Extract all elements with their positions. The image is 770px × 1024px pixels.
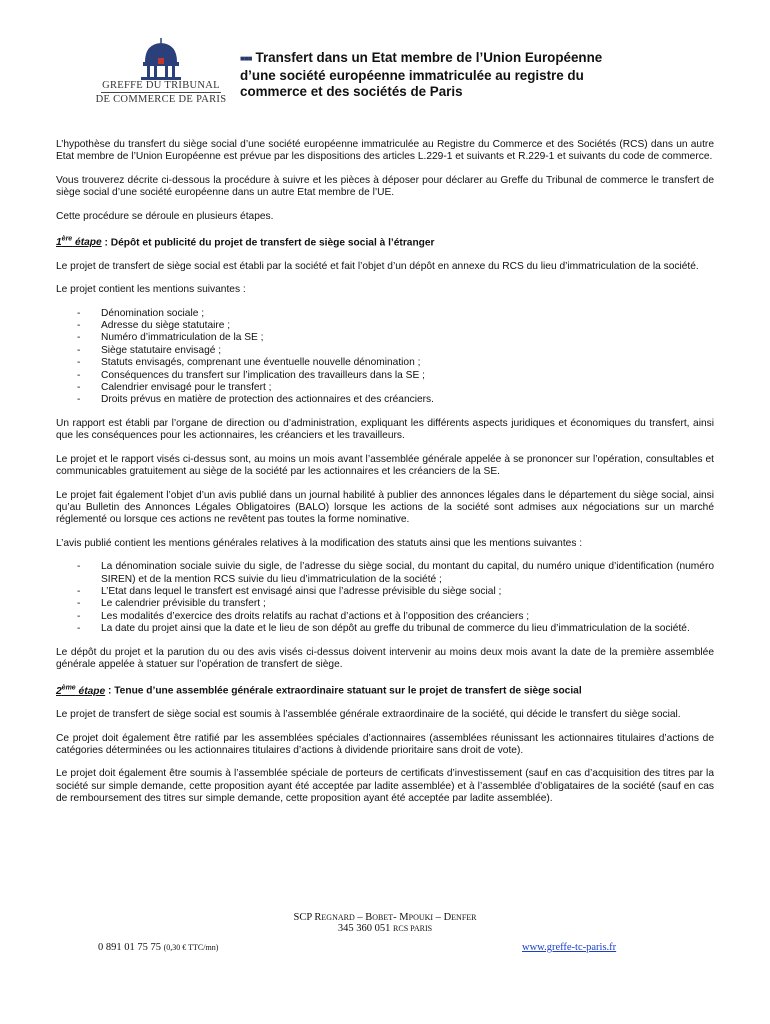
intro-paragraph-3: Cette procédure se déroule en plusieurs étapes. [56,210,274,222]
document-body [56,139,714,817]
list-item: - Dénomination sociale ; [56,308,714,320]
notice-mentions-list [56,561,714,635]
list-item: - La date du projet ainsi que la date et le lieu de son dépôt au greffe du tribunal de commerce du lieu d’immatriculation de la société. [56,623,714,635]
step-1-paragraph-7: Le dépôt du projet et la parution du ou des avis visés ci-dessus doivent intervenir au moins deux mois avant la date de la première assemblée générale appelée à statuer sur l’opération de transfert de siège. [56,646,714,670]
list-item: - Les modalités d’exercice des droits relatifs au rachat d’actions et à l’opposition des créanciers ; [56,611,714,623]
step-1-word: étape [75,237,102,249]
firm-part: – B [354,912,373,923]
step-1-title: : Dépôt et publicité du projet de transfert de siège social à l’étranger [101,237,435,249]
step-2-paragraph-1: Le projet de transfert de siège social est soumis à l’assemblée générale extraordinaire de la société, qui décide le transfert du siège social. [56,709,681,721]
step-1-heading [56,234,714,250]
firm-part: POUKI [408,913,434,922]
list-item: - Numéro d’immatriculation de la SE ; [56,332,714,344]
project-mentions-list [56,308,714,407]
step-2-ordinal: ème [61,684,76,692]
firm-part: ENFER [451,913,477,922]
firm-part: - M [393,912,409,923]
step-1-paragraph-3: Un rapport est établi par l’organe de direction ou d’administration, expliquant les différents aspects juridiques et économiques du transfert, ainsi que les conséquences pour les actionnaires, les créanciers et les travailleurs. [56,417,714,442]
phone-price-note: (0,30 € TTC/mn) [163,943,219,952]
rcs-label: RCS PARIS [393,924,433,933]
greffe-logo [92,36,230,106]
step-2-paragraph-3: Le projet doit également être soumis à l’assemblée spéciale de porteurs de certificats d’investissement (sauf en cas d’acquisition des titres par la société sur simple demande, cette proposition ayant été acceptée par ladite assemblée) et à l’assemblée d’obligataires de la société (sauf en cas de remboursement des titres sur simple demande, cette proposition ayant été acceptée par ladite assemblée). [56,768,714,805]
logo-org-name [92,80,230,105]
step-2-paragraph-2: Ce projet doit également être ratifié par les assemblées spéciales d’actionnaires (assemblées réunissant les actionnaires titulaires d’actions de catégories déterminées ou les actionnaires titulaires d’actions à dividende prioritaire sans droit de vote). [56,732,714,756]
page-footer [0,912,770,953]
rcs-registration [0,923,770,934]
logo-line-2: DE COMMERCE DE PARIS [95,94,227,105]
list-item: - Conséquences du transfert sur l’implication des travailleurs dans la SE ; [56,370,714,382]
page-title [240,50,660,101]
intro-paragraph-2: Vous trouverez décrite ci-dessous la procédure à suivre et les pièces à déposer pour déclarer au Greffe du Tribunal de commerce le transfert de siège social d’une société européenne dans un autre Etat membre de l’UE. [56,174,714,199]
phone-value: 0 891 01 75 75 [98,942,161,953]
step-1-paragraph-1: Le projet de transfert de siège social est établi par la société et fait l’objet d’un dépôt en annexe du RCS du lieu d’immatriculation de la société. [56,260,699,272]
logo-line-1: GREFFE DU TRIBUNAL [102,80,220,91]
step-1-ordinal: ère [61,236,73,244]
list-item: - Droits prévus en matière de protection des actionnaires et des créanciers. [56,394,714,406]
list-item: - L’Etat dans lequel le transfert est envisagé ainsi que l’adresse prévisible du siège social ; [56,586,714,598]
step-1-paragraph-4: Le projet et le rapport visés ci-dessus sont, au moins un mois avant l’assemblée générale appelée à se prononcer sur l’opération, consultables et communicables gratuitement au siège de la société par les actionnaires et les créanciers de la SE. [56,453,714,478]
list-item: - La dénomination sociale suivie du sigle, de l’adresse du siège social, du montant du capital, du numéro unique d’identification (numéro SIREN) et de la mention RCS suivie du lieu d’immatriculation de la société ; [56,561,714,586]
step-2-title: : Tenue d’une assemblée générale extraordinaire statuant sur le projet de transfert de siège social [105,685,582,697]
phone-number [98,942,218,953]
intro-paragraph-1: L’hypothèse du transfert du siège social d’une société européenne immatriculée au Registre du Commerce et des Sociétés (RCS) dans un autre Etat membre de l’Union Européenne est prévue par les dispositions des articles L.229-1 et suivants et R.229-1 et suivants du code de commerce. [56,139,714,163]
list-item: - Statuts envisagés, comprenant une éventuelle nouvelle dénomination ; [56,357,714,369]
step-1-paragraph-2: Le projet contient les mentions suivantes : [56,284,246,296]
title-bullet-squares-icon: ■■■ [240,54,252,63]
step-1-paragraph-6: L’avis publié contient les mentions générales relatives à la modification des statuts ainsi que les mentions suivantes : [56,537,583,549]
firm-part: SCP R [293,912,322,923]
firm-part: OBET [372,913,394,922]
title-line-2: d’une société européenne immatriculée au registre du [240,67,584,83]
firm-part: EGNARD [321,913,355,922]
title-line-1: Transfert dans un Etat membre de l’Union Européenne [255,50,603,65]
list-item: - Le calendrier prévisible du transfert ; [56,598,714,610]
step-1-paragraph-5: Le projet fait également l’objet d’un avis publié dans un journal habilité à publier des annonces légales dans le département du siège social, ainsi qu’au Bulletin des Annonces Légales Obligatoires (BALO) lorsque les actions de la société sont admises aux négociations sur un marché réglementé ou lorsque ces actions ne revêtent pas toutes la forme nominative. [56,489,714,526]
website-link[interactable]: www.greffe-tc-paris.fr [522,942,617,953]
step-2-word: étape [78,685,106,697]
step-2-number: 2 [56,685,62,697]
firm-part: – D [433,912,452,923]
title-line-3: commerce et des sociétés de Paris [240,84,463,99]
step-2-heading [56,682,714,698]
rcs-number: 345 360 051 [337,923,391,934]
list-item: - Adresse du siège statutaire ; [56,320,714,332]
list-item: - Siège statutaire envisagé ; [56,345,714,357]
list-item: - Calendrier envisagé pour le transfert ; [56,382,714,394]
dome-building-icon [131,36,191,80]
step-1-number: 1 [56,237,62,249]
firm-name [0,912,770,923]
